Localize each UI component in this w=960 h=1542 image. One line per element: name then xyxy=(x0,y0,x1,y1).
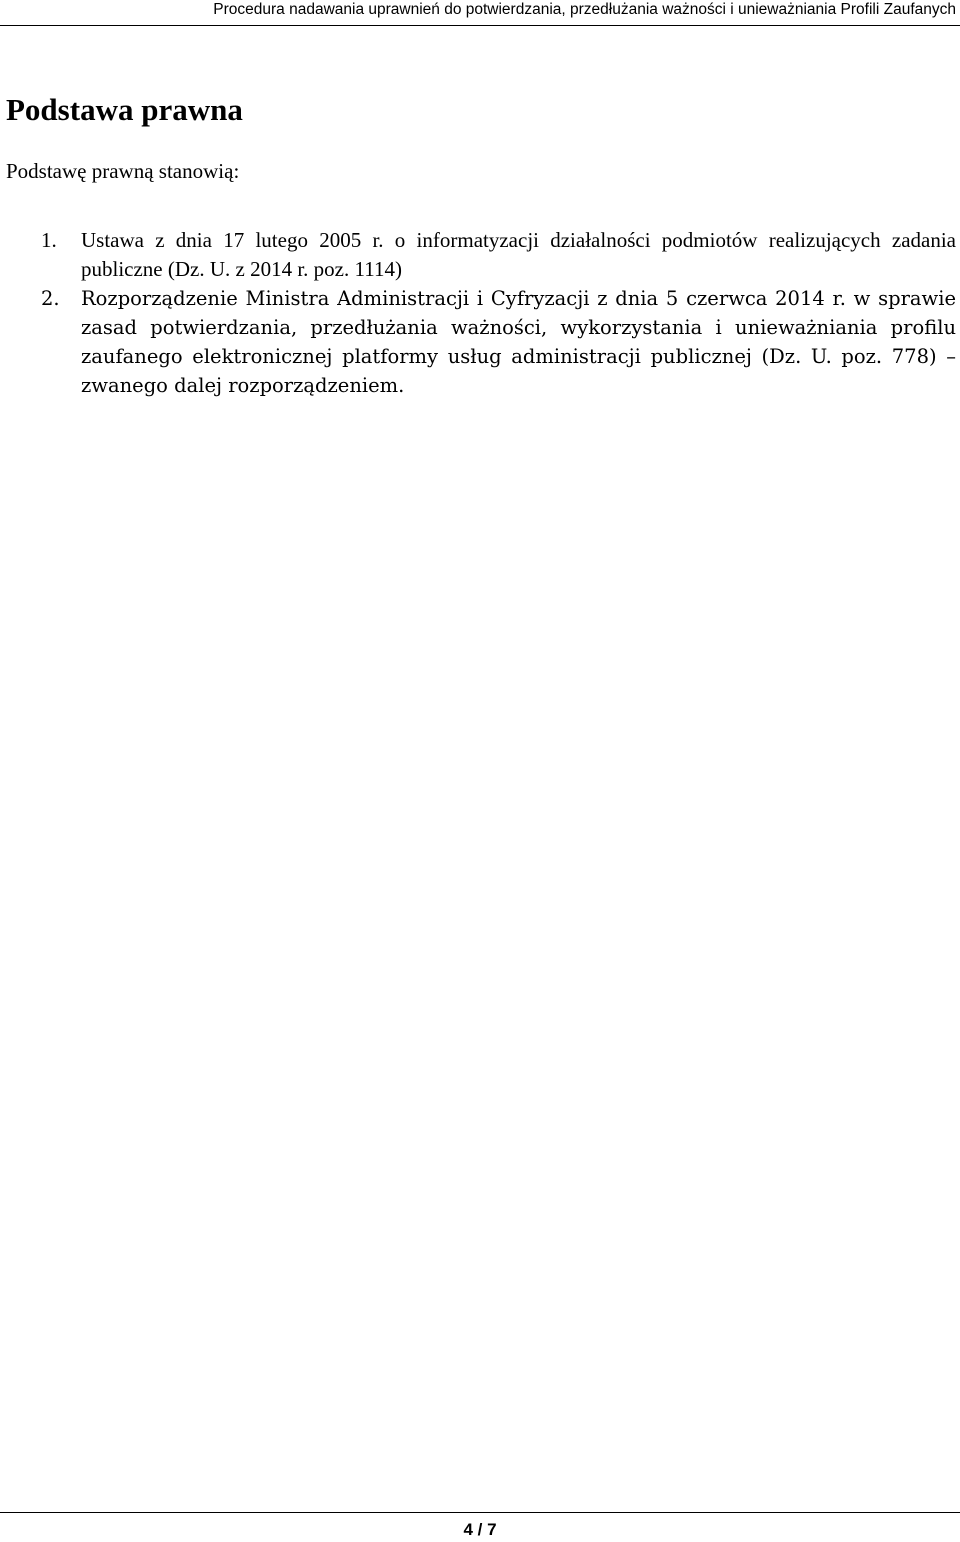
list-item-text: Rozporządzenie Ministra Administracji i Cyfryzacji z dnia 5 czerwca 2014 r. w sprawie zasad potwierdzania, przedłużania ważności, wykorzystania i unieważniania profilu zaufanego elektronicznej platformy usług administracji publicznej (Dz. U. poz. 778) – zwanego dalej rozporządzeniem. xyxy=(81,287,956,397)
footer-divider xyxy=(0,1512,960,1513)
list-item-number: 1. xyxy=(41,228,57,252)
running-header: Procedura nadawania uprawnień do potwierdzania, przedłużania ważności i unieważniania Profili Zaufanych xyxy=(213,1,956,18)
legal-basis-item xyxy=(0,284,956,400)
list-item-number: 2. xyxy=(41,287,60,310)
section-intro: Podstawę prawną stanowią: xyxy=(6,159,240,183)
legal-basis-list xyxy=(0,226,956,400)
header-divider xyxy=(0,25,960,26)
legal-basis-item xyxy=(0,226,956,284)
page-number: 4 / 7 xyxy=(463,1520,497,1539)
section-title: Podstawa prawna xyxy=(6,92,243,127)
list-item-text: Ustawa z dnia 17 lutego 2005 r. o informatyzacji działalności podmiotów realizujących zadania publiczne (Dz. U. z 2014 r. poz. 1114) xyxy=(81,228,956,281)
